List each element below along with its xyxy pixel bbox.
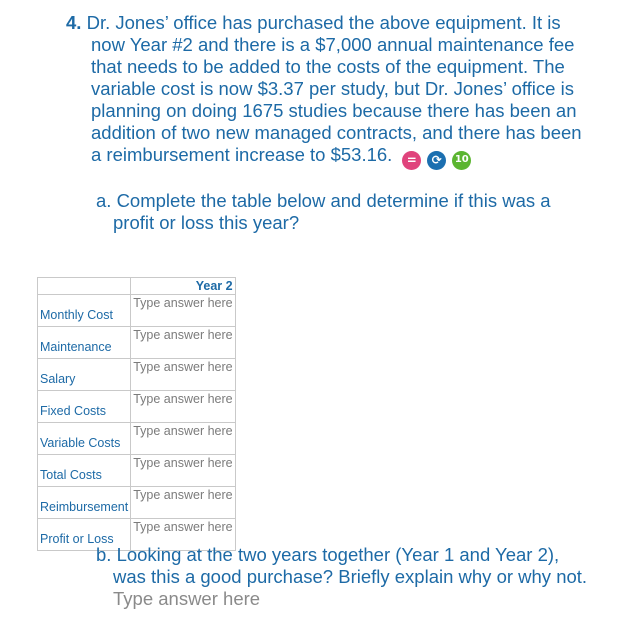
row-label: Profit or Loss <box>38 519 131 551</box>
answer-input[interactable]: Type answer here <box>131 423 235 455</box>
question-text-line: now Year #2 and there is a $7,000 annual maintenance fee <box>91 34 575 55</box>
answer-input[interactable]: Type answer here <box>131 391 235 423</box>
row-label: Total Costs <box>38 455 131 487</box>
row-label: Salary <box>38 359 131 391</box>
column-header-year-2: Year 2 <box>131 278 235 295</box>
refresh-icon[interactable]: ⟳ <box>427 151 446 170</box>
part-a-line: profit or loss this year? <box>113 212 300 233</box>
answer-input[interactable]: Type answer here <box>131 295 235 327</box>
answer-input[interactable]: Type answer here <box>131 519 235 551</box>
row-label: Fixed Costs <box>38 391 131 423</box>
row-label: Monthly Cost <box>38 295 131 327</box>
question-icons <box>402 151 471 170</box>
row-label: Maintenance <box>38 327 131 359</box>
row-label: Variable Costs <box>38 423 131 455</box>
question-line <box>66 12 626 34</box>
row-label: Reimbursement <box>38 487 131 519</box>
part-b-line: was this a good purchase? Briefly explain why or why not. <box>113 566 588 587</box>
question-4 <box>66 12 626 170</box>
minus-icon[interactable]: = <box>402 151 421 170</box>
table-row <box>38 487 236 519</box>
answer-input[interactable]: Type answer here <box>131 487 235 519</box>
table-row <box>38 359 236 391</box>
question-text-line: variable cost is now $3.37 per study, but Dr. Jones’ office is <box>91 78 574 99</box>
answer-table <box>37 277 236 551</box>
table-row <box>38 295 236 327</box>
part-b <box>96 544 587 610</box>
part-b-answer-input[interactable]: Type answer here <box>113 588 261 609</box>
question-text-line <box>66 144 626 170</box>
table-row <box>38 391 236 423</box>
question-text-line: that needs to be added to the costs of the equipment. The <box>91 56 565 77</box>
answer-input[interactable]: Type answer here <box>131 327 235 359</box>
question-text-line: Dr. Jones’ office has purchased the above equipment. It is <box>86 12 561 33</box>
part-a <box>96 190 551 234</box>
question-text-line: planning on doing 1675 studies because there has been an <box>91 100 577 121</box>
part-b-line: b. Looking at the two years together (Year 1 and Year 2), <box>96 544 560 565</box>
question-text-line: addition of two new managed contracts, and there has been <box>91 122 582 143</box>
part-a-line: a. Complete the table below and determine if this was a <box>96 190 551 211</box>
question-number: 4. <box>66 12 82 33</box>
points-badge: 10 <box>452 151 471 170</box>
table-row <box>38 455 236 487</box>
answer-input[interactable]: Type answer here <box>131 455 235 487</box>
table-header-row <box>38 278 236 295</box>
answer-input[interactable]: Type answer here <box>131 359 235 391</box>
table-row <box>38 423 236 455</box>
table-row <box>38 327 236 359</box>
table-corner-cell <box>38 278 131 295</box>
question-text-last: a reimbursement increase to $53.16. <box>91 144 393 165</box>
